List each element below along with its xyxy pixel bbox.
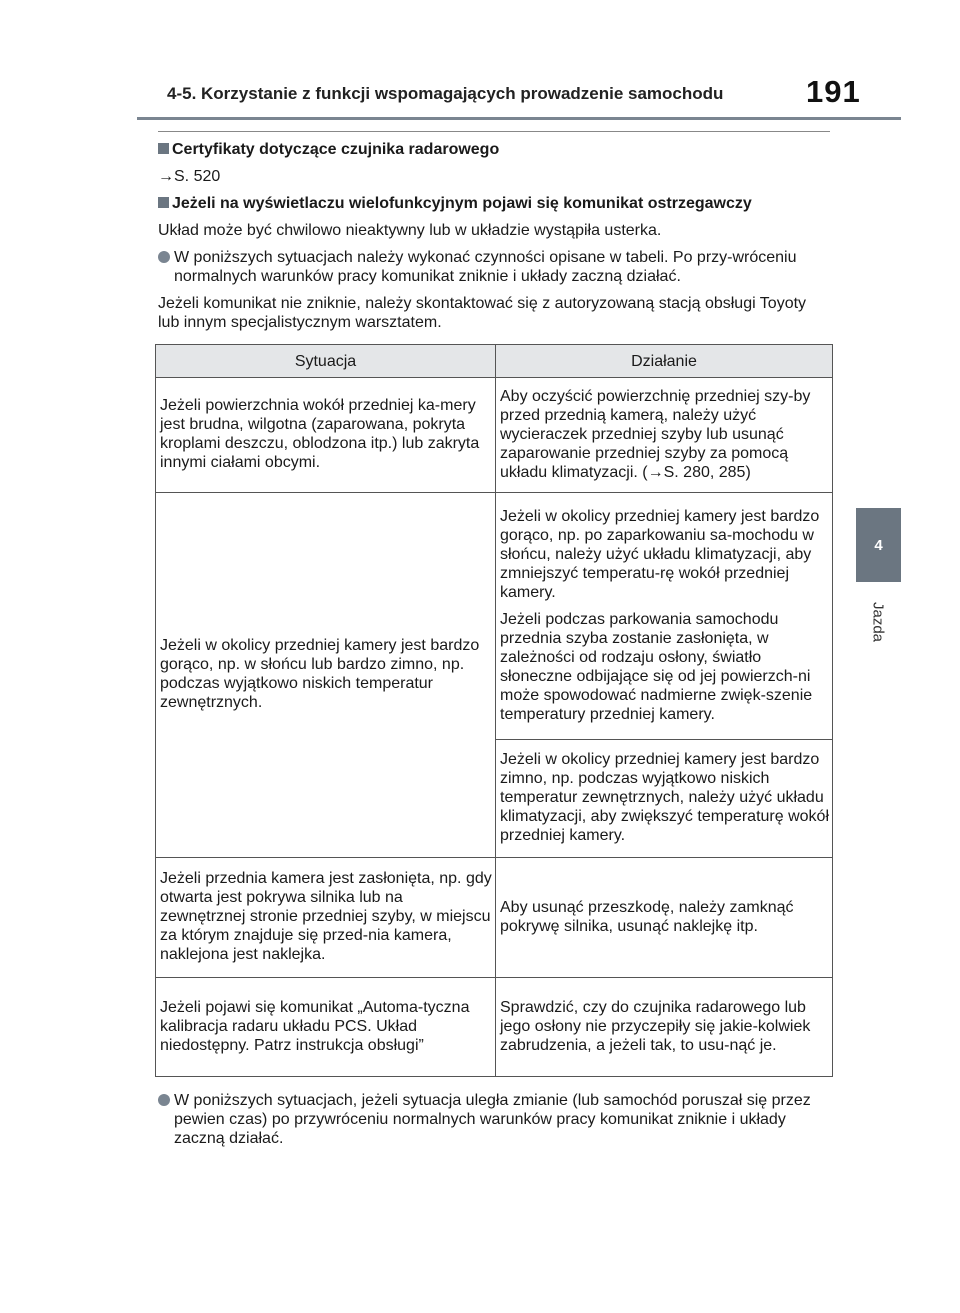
action-cell: Jeżeli w okolicy przedniej kamery jest bardzo zimno, np. podczas wyjątkowo niskich temperatur zewnętrznych, należy użyć układu klimatyzacji, aby zwiększyć temperaturę wokół przedniej kamery. xyxy=(496,740,833,858)
action-cell: Aby oczyścić powierzchnię przedniej szy-by przed przednią kamerą, należy użyć wycieraczek przedniej szyby lub usunąć zaparowanie przedniej szyby za pomocą układu klimatyzacji. (→S. 280, 285) xyxy=(496,378,833,493)
table-row xyxy=(156,378,833,493)
action-cell: Sprawdzić, czy do czujnika radarowego lub jego osłony nie przyczepiły się jakie-kolwiek zabrudzenia, a jeżeli tak, to usu-nąć je. xyxy=(496,978,833,1077)
situation-cell: Jeżeli w okolicy przedniej kamery jest bardzo gorąco, np. w słońcu lub bardzo zimno, np. podczas wyjątkowo niskich temperatur zewnętrznych. xyxy=(156,493,496,858)
chapter-tab xyxy=(856,508,901,582)
running-header-title: 4-5. Korzystanie z funkcji wspomagających prowadzenie samochodu xyxy=(167,84,724,103)
situation-cell: Jeżeli pojawi się komunikat „Automa-tyczna kalibracja radaru układu PCS. Układ niedostępny. Patrz instrukcja obsługi” xyxy=(156,978,496,1077)
action-cell: Aby usunąć przeszkodę, należy zamknąć pokrywę silnika, usunąć naklejkę itp. xyxy=(496,858,833,978)
bullet-item xyxy=(158,1091,830,1148)
circle-bullet-icon xyxy=(158,251,170,263)
situation-action-table xyxy=(155,344,833,1077)
main-content xyxy=(158,140,830,340)
bullet-text: W poniższych sytuacjach, jeżeli sytuacja uległa zmianie (lub samochód poruszał się przez pewien czas) po przywróceniu normalnych warunków pracy komunikat zniknie i układy zaczną działać. xyxy=(174,1092,811,1147)
circle-bullet-icon xyxy=(158,1094,170,1106)
square-bullet-icon xyxy=(158,197,169,208)
closing-content xyxy=(158,1091,830,1156)
table-row xyxy=(156,978,833,1077)
contact-paragraph: Jeżeli komunikat nie zniknie, należy skontaktować się z autoryzowaną stacją obsługi Toyoty lub innym specjalistycznym warsztatem. xyxy=(158,295,807,331)
section-heading-warning xyxy=(158,194,830,213)
action-paragraph: Jeżeli podczas parkowania samochodu przednia szyba zostanie zasłonięta, w zależności od rodzaju osłony, światło słoneczne odbijające się od jej powierzch-ni może spowodować nadmierne zwięk-szenie temperatury przedniej kamery. xyxy=(500,610,813,723)
situation-cell: Jeżeli przednia kamera jest zasłonięta, np. gdy otwarta jest pokrywa silnika lub na zewnętrznej stronie przedniej szyby, w miejscu za którym znajduje się przed-nia kamera, naklejona jest naklejka. xyxy=(156,858,496,978)
table-header-row xyxy=(156,345,833,378)
square-bullet-icon xyxy=(158,143,169,154)
action-cell xyxy=(496,493,833,740)
section-divider xyxy=(158,131,830,132)
bullet-item xyxy=(158,248,830,286)
heading-text: Certyfikaty dotyczące czujnika radarowego xyxy=(172,141,500,158)
header-rule xyxy=(137,117,901,120)
page-reference: →S. 520 xyxy=(158,168,221,185)
column-header-action: Działanie xyxy=(496,345,833,378)
section-heading-certificates xyxy=(158,140,830,159)
table-row xyxy=(156,493,833,740)
situation-cell: Jeżeli powierzchnia wokół przedniej ka-mery jest brudna, wilgotna (zaparowana, pokryta kroplami deszczu, oblodzona itp.) lub zakryta innymi ciałami obcymi. xyxy=(156,378,496,493)
page-number: 191 xyxy=(806,74,861,109)
action-paragraph: Jeżeli w okolicy przedniej kamery jest bardzo gorąco, np. po zaparkowaniu sa-mochodu w słońcu, należy użyć układu klimatyzacji, aby zmniejszyć temperatu-rę wokół przedniej kamery. xyxy=(500,507,820,601)
heading-text: Jeżeli na wyświetlaczu wielofunkcyjnym pojawi się komunikat ostrzegawczy xyxy=(172,195,752,212)
chapter-label: Jazda xyxy=(869,601,887,643)
bullet-text: W poniższych sytuacjach należy wykonać czynności opisane w tabeli. Po przy-wróceniu normalnych warunków pracy komunikat zniknie i układy zaczną działać. xyxy=(174,249,797,285)
intro-paragraph: Układ może być chwilowo nieaktywny lub w układzie wystąpiła usterka. xyxy=(158,222,662,239)
chapter-number: 4 xyxy=(874,536,883,554)
table-row xyxy=(156,858,833,978)
column-header-situation: Sytuacja xyxy=(156,345,496,378)
